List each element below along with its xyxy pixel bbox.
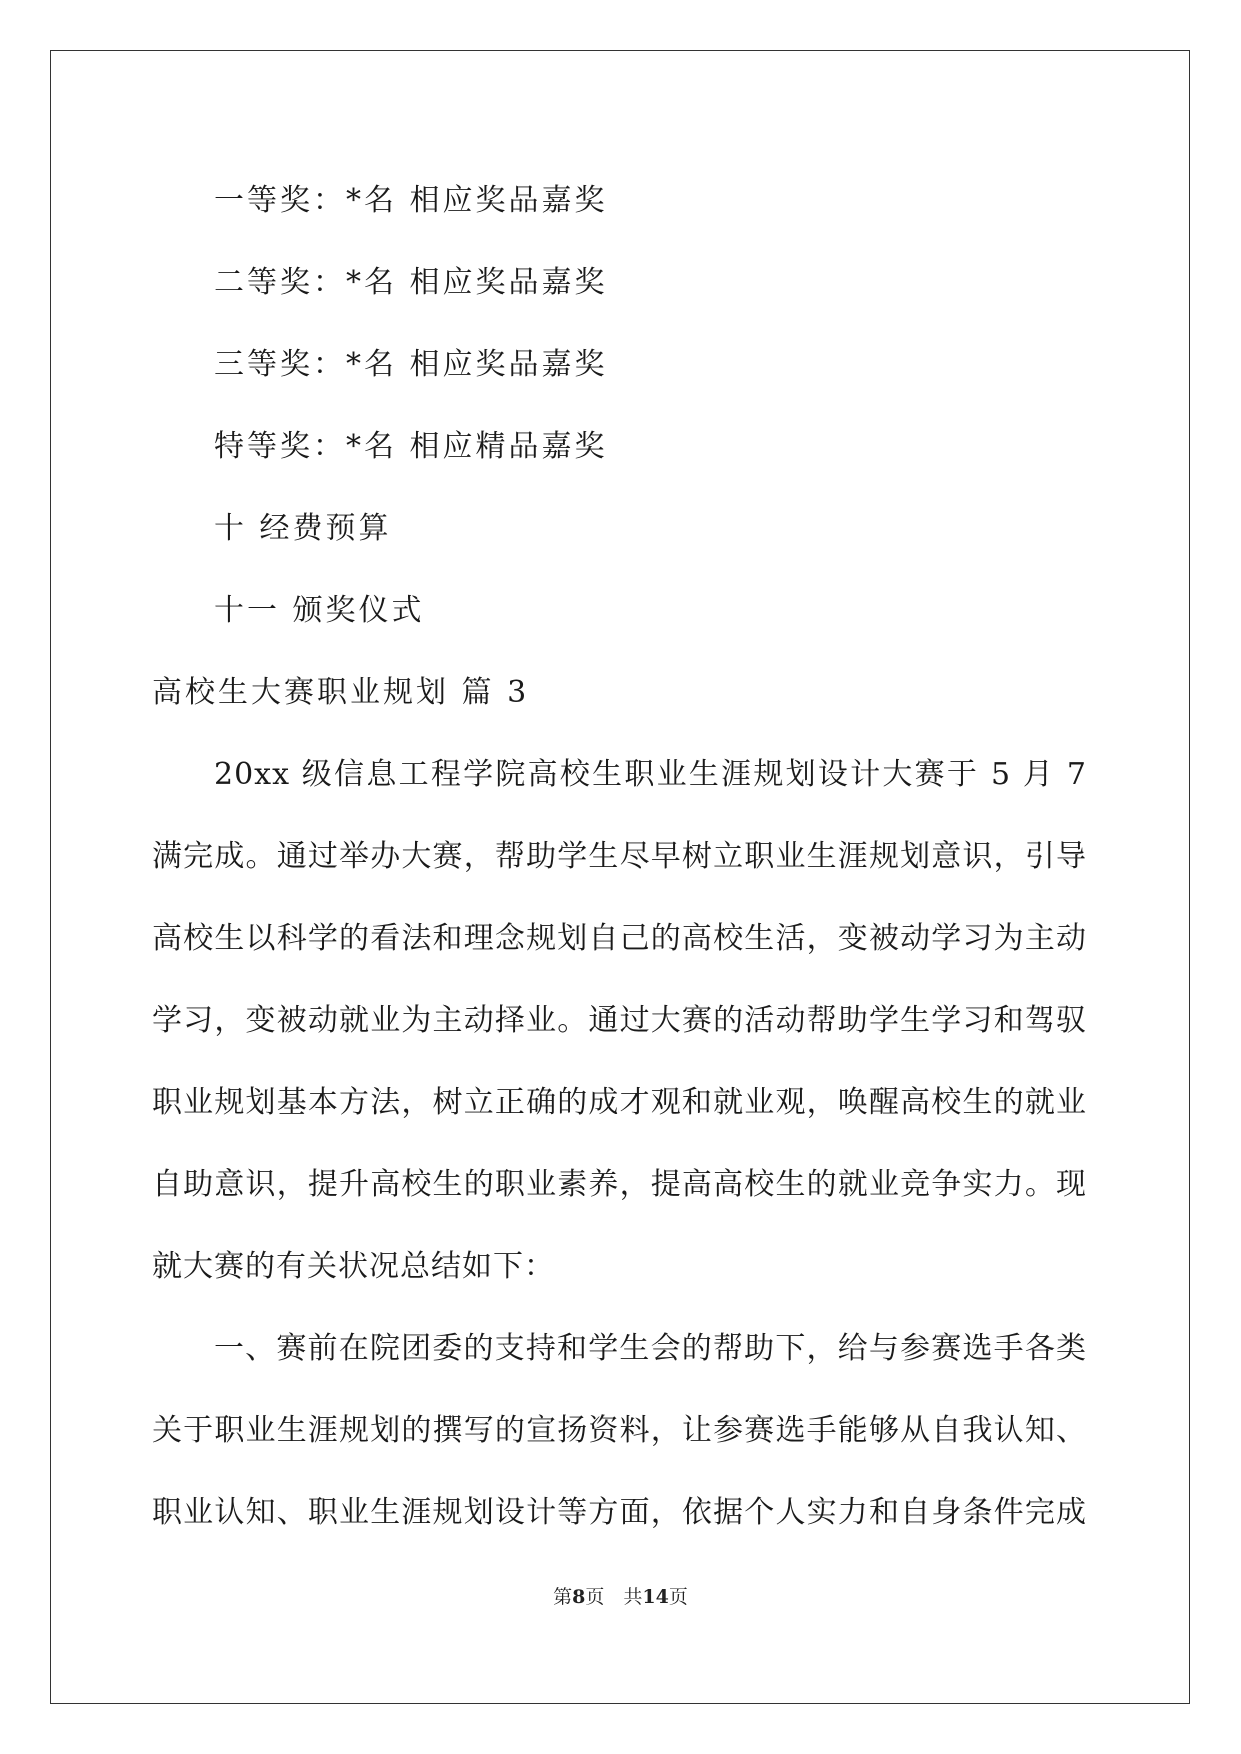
award-line-first: 一等奖：*名 相应奖品嘉奖 xyxy=(214,183,608,218)
award-line-second: 二等奖：*名 相应奖品嘉奖 xyxy=(214,265,608,300)
footer-mid: 页 共 xyxy=(585,1586,643,1608)
section-ceremony: 十一 颁奖仪式 xyxy=(214,593,425,628)
paragraph-line: 高校生以科学的看法和理念规划自己的高校生活，变被动学习为主动 xyxy=(152,921,1087,956)
page-footer xyxy=(0,1582,1241,1609)
paragraph-line: 学习，变被动就业为主动择业。通过大赛的活动帮助学生学习和驾驭 xyxy=(152,1003,1087,1038)
footer-suffix: 页 xyxy=(668,1586,688,1608)
paragraph-summary xyxy=(152,734,1087,1308)
paragraph-line: 关于职业生涯规划的撰写的宣扬资料，让参赛选手能够从自我认知、 xyxy=(152,1413,1087,1448)
footer-page-number: 8 xyxy=(572,1586,586,1608)
paragraph-line: 职业规划基本方法，树立正确的成才观和就业观，唤醒高校生的就业 xyxy=(152,1085,1087,1120)
paragraph-line: 自助意识，提升高校生的职业素养，提高高校生的就业竞争实力。现 xyxy=(152,1167,1087,1202)
award-line-third: 三等奖：*名 相应奖品嘉奖 xyxy=(214,347,608,382)
article-heading: 高校生大赛职业规划 篇 3 xyxy=(152,675,530,710)
paragraph-item-one xyxy=(152,1308,1087,1554)
paragraph-line: 就大赛的有关状况总结如下： xyxy=(152,1249,555,1284)
paragraph-line: 职业认知、职业生涯规划设计等方面，依据个人实力和自身条件完成 xyxy=(152,1495,1087,1530)
award-line-special: 特等奖：*名 相应精品嘉奖 xyxy=(214,429,608,464)
paragraph-line: 一、赛前在院团委的支持和学生会的帮助下，给与参赛选手各类 xyxy=(214,1331,1087,1366)
paragraph-line: 20xx 级信息工程学院高校生职业生涯规划设计大赛于 5 月 7 xyxy=(214,757,1087,792)
section-budget: 十 经费预算 xyxy=(214,511,392,546)
footer-total-pages: 14 xyxy=(642,1586,669,1608)
footer-prefix: 第 xyxy=(553,1586,573,1608)
document-body xyxy=(152,160,1087,1554)
paragraph-line: 满完成。通过举办大赛，帮助学生尽早树立职业生涯规划意识，引导 xyxy=(152,839,1087,874)
